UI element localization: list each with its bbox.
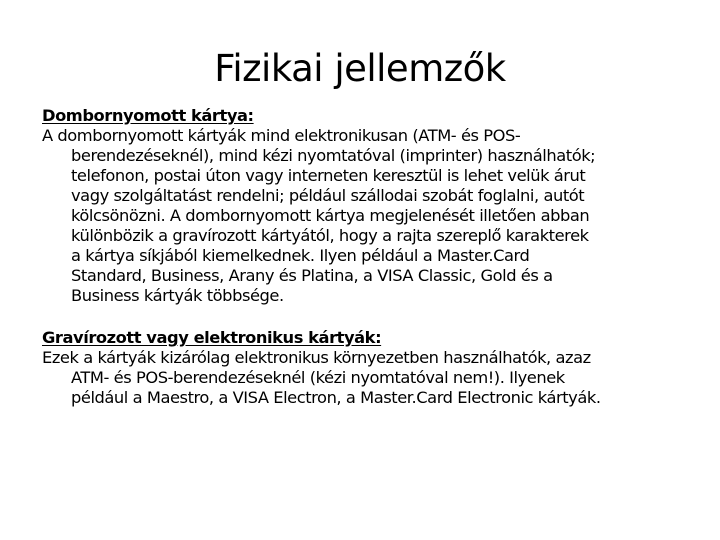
paragraph-line: például a Maestro, a VISA Electron, a Master.Card Electronic kártyák. <box>71 388 601 407</box>
paragraph-line: ATM- és POS-berendezéseknél (kézi nyomtatóval nem!). Ilyenek <box>71 368 565 387</box>
section-heading-embossed-card: Dombornyomott kártya: <box>42 106 254 125</box>
section-spacer <box>42 306 692 328</box>
paragraph-line: A dombornyomott kártyák mind elektronikusan (ATM- és POS- <box>42 126 521 145</box>
section-embossed-card <box>42 106 692 306</box>
paragraph-line: különbözik a gravírozott kártyától, hogy a rajta szereplő karakterek <box>71 226 589 245</box>
paragraph-line: vagy szolgáltatást rendelni; például szállodai szobát foglalni, autót <box>71 186 585 205</box>
section-engraved-card <box>42 328 692 408</box>
paragraph-line: Ezek a kártyák kizárólag elektronikus környezetben használhatók, azaz <box>42 348 591 367</box>
slide-title: Fizikai jellemzők <box>214 47 506 90</box>
paragraph-line: a kártya síkjából kiemelkednek. Ilyen például a Master.Card <box>71 246 530 265</box>
paragraph-line: berendezéseknél), mind kézi nyomtatóval (imprinter) használhatók; <box>71 146 596 165</box>
section-heading-engraved-card: Gravírozott vagy elektronikus kártyák: <box>42 328 382 347</box>
paragraph-line: Standard, Business, Arany és Platina, a VISA Classic, Gold és a <box>71 266 553 285</box>
paragraph-line: kölcsönözni. A dombornyomott kártya megjelenését illetően abban <box>71 206 590 225</box>
slide-body <box>42 106 692 408</box>
paragraph-line: telefonon, postai úton vagy interneten keresztül is lehet velük árut <box>71 166 586 185</box>
paragraph-line: Business kártyák többsége. <box>71 286 284 305</box>
